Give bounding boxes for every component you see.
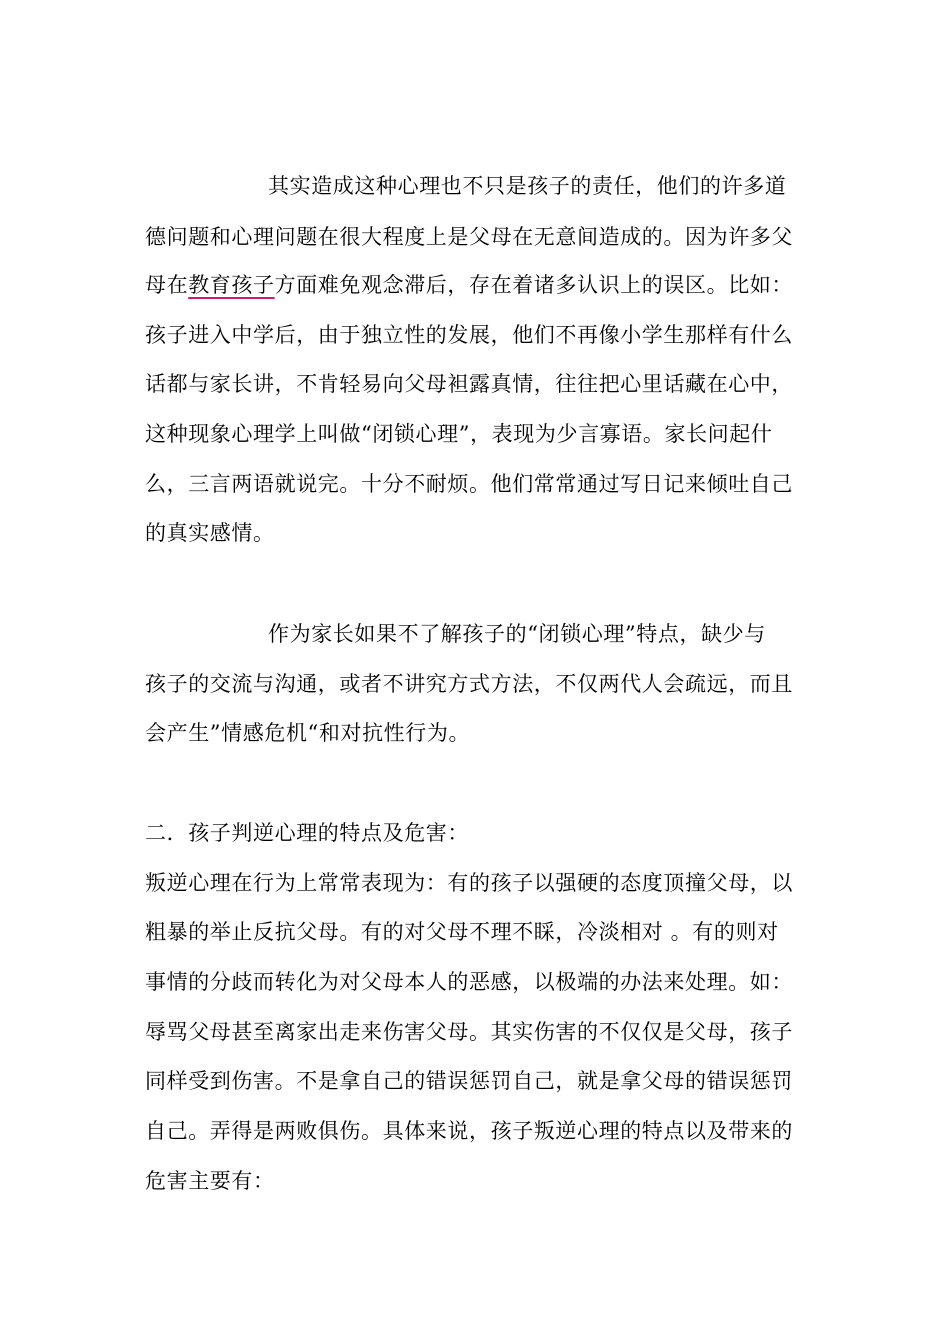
paragraph-line: 话都与家长讲，不肯轻易向父母袒露真情，往往把心里话藏在心中， — [145, 372, 793, 396]
paragraph-line: 事情的分歧而转化为对父母本人的恶感，以极端的办法来处理。如： — [145, 970, 793, 994]
paragraph-line: 危害主要有： — [145, 1169, 275, 1193]
paragraph-line — [145, 270, 825, 300]
paragraph-line: 作为家长如果不了解孩子的“闭锁心理”特点，缺少与 — [268, 622, 766, 646]
paragraph-line: 自己。弄得是两败俱伤。具体来说，孩子叛逆心理的特点以及带来的 — [145, 1119, 793, 1143]
paragraph-line: 其实造成这种心理也不只是孩子的责任，他们的许多道 — [268, 174, 787, 198]
line-text: 母在 — [145, 273, 189, 297]
paragraph-line: 辱骂父母甚至离家出走来伤害父母。其实伤害的不仅仅是父母，孩子 — [145, 1020, 793, 1044]
paragraph-line: 孩子的交流与沟通，或者不讲究方式方法，不仅两代人会疏远，而且 — [145, 672, 793, 696]
paragraph-line: 这种现象心理学上叫做“闭锁心理”，表现为少言寡语。家长问起什 — [145, 422, 773, 446]
paragraph-line: 会产生”情感危机“和对抗性行为。 — [145, 721, 471, 745]
paragraph-line: 粗暴的举止反抗父母。有的对父母不理不睬，冷淡相对 。有的则对 — [145, 920, 779, 944]
education-link[interactable]: 教育孩子 — [188, 273, 275, 297]
paragraph-line: 孩子进入中学后，由于独立性的发展，他们不再像小学生那样有什么 — [145, 323, 793, 347]
line-text: 方面难免观念滞后，存在着诸多认识上的误区。比如： — [274, 273, 794, 297]
paragraph-line: 同样受到伤害。不是拿自己的错误惩罚自己，就是拿父母的错误惩罚 — [145, 1069, 793, 1093]
paragraph-line: 的真实感情。 — [145, 521, 275, 545]
section-heading: 二．孩子判逆心理的特点及危害： — [145, 821, 469, 845]
paragraph-line: 德问题和心理问题在很大程度上是父母在无意间造成的。因为许多父 — [145, 225, 793, 249]
paragraph-line: 叛逆心理在行为上常常表现为：有的孩子以强硬的态度顶撞父母，以 — [145, 871, 793, 895]
paragraph-line: 么，三言两语就说完。十分不耐烦。他们常常通过写日记来倾吐自己 — [145, 472, 793, 496]
